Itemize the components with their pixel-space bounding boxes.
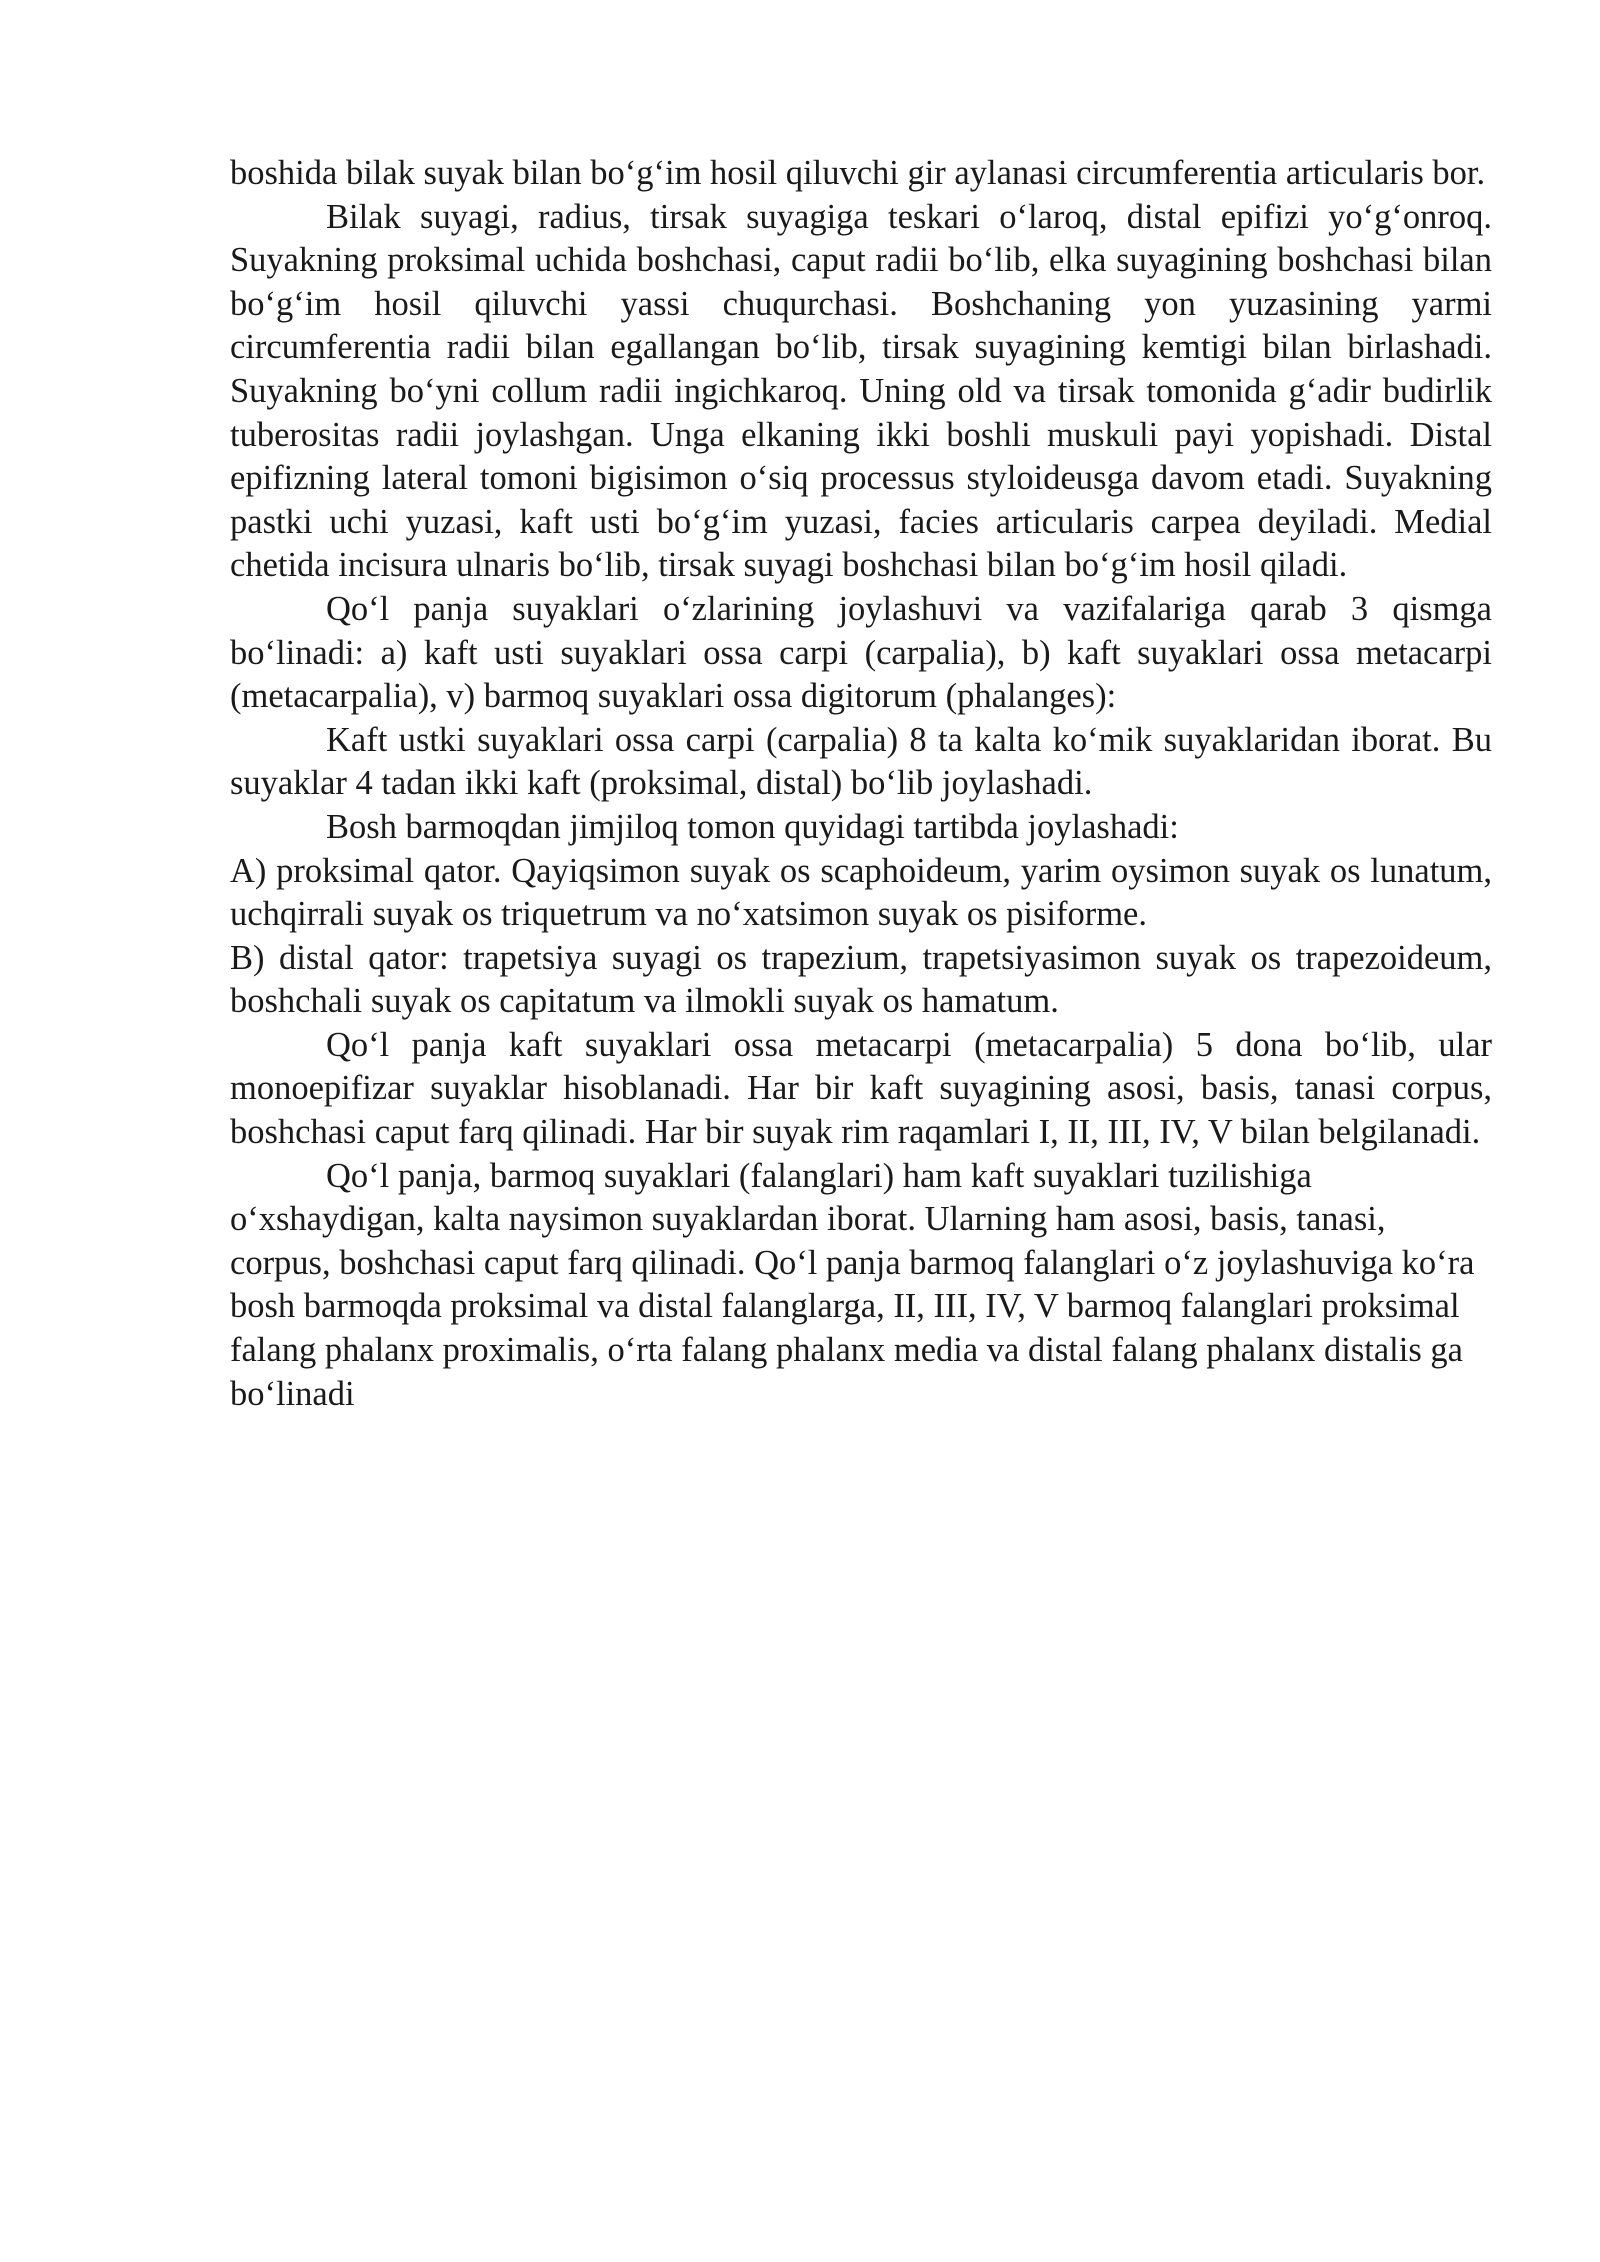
paragraph-hand-bones: Qo‘l panja suyaklari o‘zlarining joylashuvi va vazifalariga qarab 3 qismga bo‘linadi: a) kaft usti suyaklari ossa carpi (carpalia), b) kaft suyaklari ossa metacarpi (metacarpalia), v) barmoq suyaklari ossa digitorum (phalanges): [230, 589, 1492, 716]
paragraph-proximal-row: A) proksimal qator. Qayiqsimon suyak os scaphoideum, yarim oysimon suyak os lunatum, uchqirrali suyak os triquetrum va no‘xatsimon suyak os pisiforme. [230, 851, 1492, 934]
paragraph-distal-row: B) distal qator: trapetsiya suyagi os trapezium, trapetsiyasimon suyak os trapezoideum, boshchali suyak os capitatum va ilmokli suyak os hamatum. [230, 938, 1492, 1021]
paragraph-phalanges: Qo‘l panja, barmoq suyaklari (falanglari) ham kaft suyaklari tuzilishiga o‘xshaydigan, kalta naysimon suyaklardan iborat. Ularning ham asosi, basis, tanasi, corpus, boshchasi caput farq qilinadi. Qo‘l panja barmoq falanglari o‘z joylashuviga ko‘ra bosh barmoqda proksimal va distal falanglarga, II, III, IV, V barmoq falanglari proksimal falang phalanx proximalis, o‘rta falang phalanx media va distal falang phalanx distalis ga bo‘linadi [230, 1156, 1475, 1413]
paragraph-continuation: boshida bilak suyak bilan bo‘g‘im hosil qiluvchi gir aylanasi circumferentia articularis bor. [230, 154, 1486, 192]
paragraph-order: Bosh barmoqdan jimjiloq tomon quyidagi tartibda joylashadi: [326, 807, 1179, 846]
paragraph-radius: Bilak suyagi, radius, tirsak suyagiga teskari o‘laroq, distal epifizi yo‘g‘onroq. Suyakning proksimal uchida boshchasi, caput radii bo‘lib, elka suyagining boshchasi bilan bo‘g‘im hosil qiluvchi yassi chuqurchasi. Boshchaning yon yuzasining yarmi circumferentia radii bilan egallangan bo‘lib, tirsak suyagining kemtigi bilan birlashadi. Suyakning bo‘yni collum radii ingichkaroq. Uning old va tirsak tomonida g‘adir budirlik tuberositas radii joylashgan. Unga elkaning ikki boshli muskuli payi yopishadi. Distal epifizning lateral tomoni bigisimon o‘siq processus styloideusga davom etadi. Suyakning pastki uchi yuzasi, kaft usti bo‘g‘im yuzasi, facies articularis carpea deyiladi. Medial chetida incisura ulnaris bo‘lib, tirsak suyagi boshchasi bilan bo‘g‘im hosil qiladi. [230, 197, 1492, 585]
body-text [230, 152, 1492, 1416]
paragraph-carpal-bones: Kaft ustki suyaklari ossa carpi (carpalia) 8 ta kalta ko‘mik suyaklaridan iborat. Bu suyaklar 4 tadan ikki kaft (proksimal, distal) bo‘lib joylashadi. [230, 720, 1492, 803]
paragraph-metacarpals: Qo‘l panja kaft suyaklari ossa metacarpi (metacarpalia) 5 dona bo‘lib, ular monoepifizar suyaklar hisoblanadi. Har bir kaft suyagining asosi, basis, tanasi corpus, boshchasi caput farq qilinadi. Har bir suyak rim raqamlari I, II, III, IV, V bilan belgilanadi. [230, 1025, 1492, 1152]
